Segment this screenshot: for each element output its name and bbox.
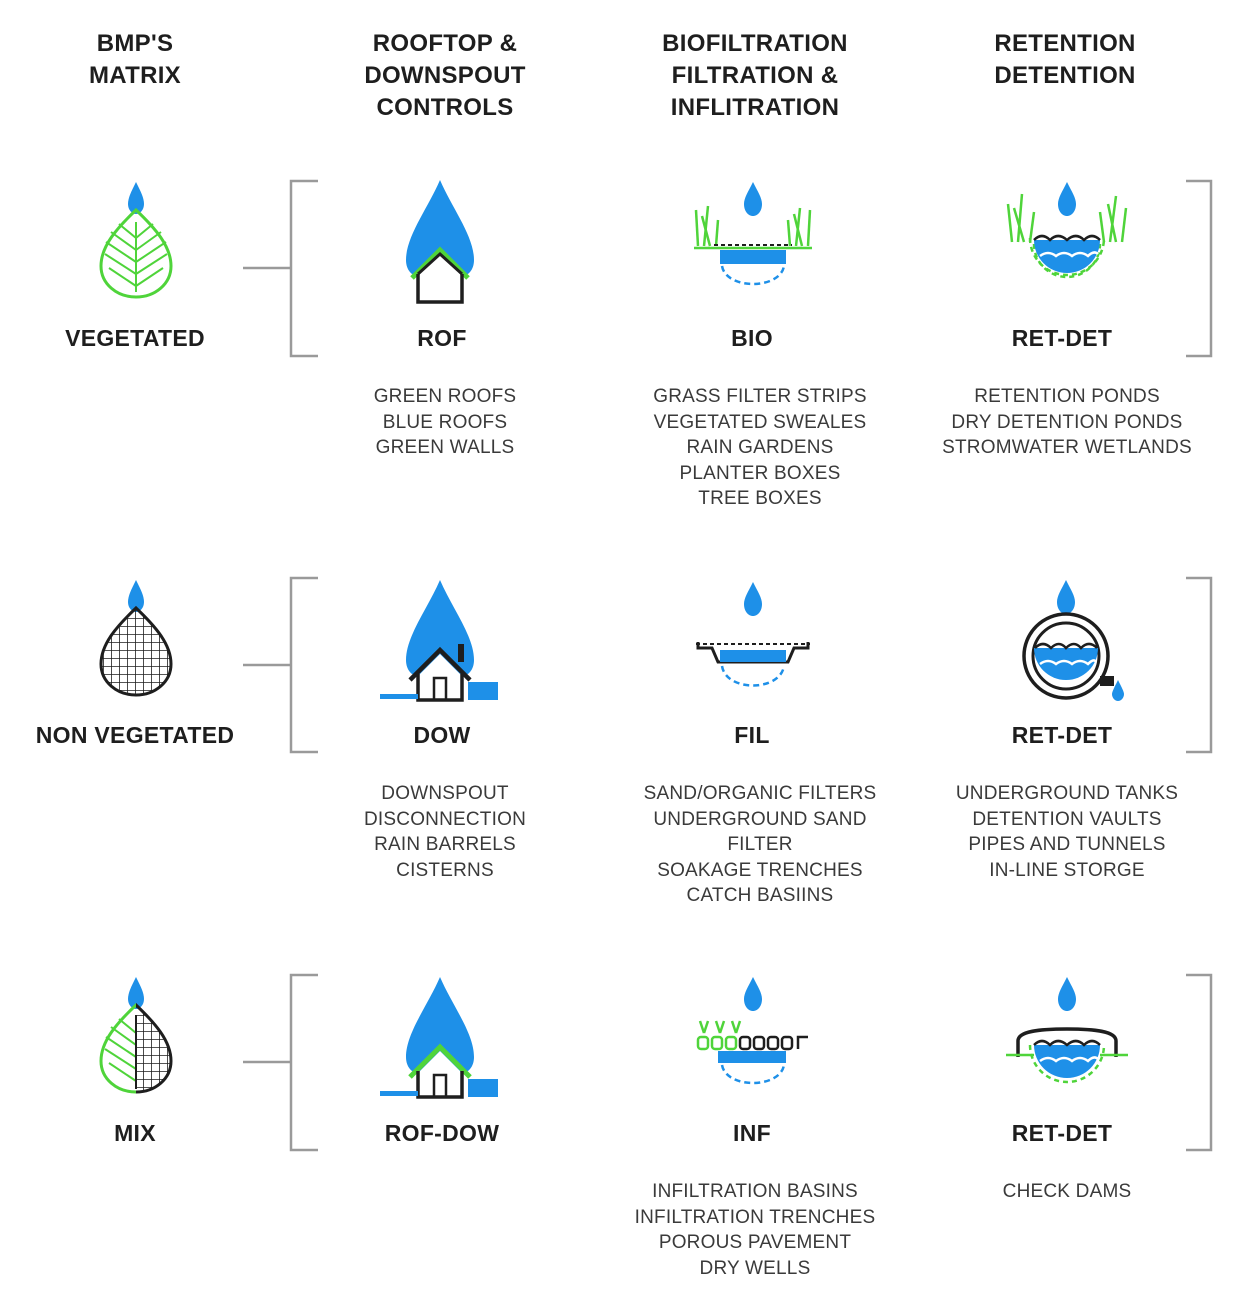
sand-filter-icon bbox=[690, 580, 816, 700]
code-fil: FIL bbox=[734, 722, 770, 748]
list-item: DRY WELLS bbox=[699, 1257, 811, 1279]
code-ret-det-1: RET-DET bbox=[1011, 325, 1113, 351]
mix-drop-icon bbox=[95, 975, 177, 1097]
list-item: RAIN GARDENS bbox=[686, 437, 834, 458]
infiltration-icon bbox=[690, 975, 816, 1097]
vegetated-leaf-icon bbox=[95, 180, 177, 302]
code-rof-dow: ROF-DOW bbox=[384, 1120, 500, 1146]
retention-pond-icon bbox=[1004, 178, 1130, 304]
list-item: SOAKAGE TRENCHES bbox=[657, 859, 863, 881]
bioretention-icon bbox=[690, 180, 816, 302]
header-matrix: BMP'S MATRIX bbox=[88, 30, 181, 89]
bio-items-row2 bbox=[610, 781, 910, 909]
list-item: UNDERGROUND TANKS bbox=[955, 783, 1179, 804]
category-mix: MIX bbox=[114, 1120, 156, 1146]
ret-items-row2 bbox=[917, 781, 1217, 883]
header-retention: RETENTION DETENTION bbox=[994, 30, 1136, 89]
list-item: POROUS PAVEMENT bbox=[658, 1232, 852, 1253]
list-item: RAIN BARRELS bbox=[374, 834, 516, 855]
list-item: UNDERGROUND SAND bbox=[653, 808, 867, 830]
list-item: DRY DETENTION PONDS bbox=[951, 411, 1183, 433]
list-item: INFILTRATION BASINS bbox=[652, 1181, 858, 1202]
green-roof-house-icon bbox=[398, 178, 482, 306]
list-item: GREEN ROOFS bbox=[373, 386, 517, 407]
list-item: RETENTION PONDS bbox=[974, 386, 1160, 407]
roof-downspout-house-icon bbox=[378, 975, 502, 1101]
ret-items-row1 bbox=[917, 384, 1217, 461]
list-item: DETENTION VAULTS bbox=[972, 808, 1162, 830]
list-item: CISTERNS bbox=[396, 859, 494, 881]
list-item: BLUE ROOFS bbox=[382, 411, 508, 433]
non-vegetated-grid-icon bbox=[95, 578, 177, 700]
list-item: DISCONNECTION bbox=[364, 808, 526, 830]
code-dow: DOW bbox=[413, 722, 471, 748]
list-item: CATCH BASIINS bbox=[686, 885, 834, 906]
header-biofiltration: BIOFILTRATION FILTRATION & INFLITRATION bbox=[662, 30, 848, 121]
list-item: IN-LINE STORGE bbox=[989, 859, 1145, 881]
list-item: SAND/ORGANIC FILTERS bbox=[643, 783, 877, 804]
code-ret-det-3: RET-DET bbox=[1011, 1120, 1113, 1146]
code-inf: INF bbox=[733, 1120, 771, 1146]
category-vegetated: VEGETATED bbox=[65, 325, 205, 351]
list-item: VEGETATED SWEALES bbox=[653, 411, 867, 433]
code-rof: ROF bbox=[417, 325, 467, 351]
rooftop-items-row2 bbox=[320, 781, 570, 883]
ret-items-row3 bbox=[917, 1179, 1217, 1205]
list-item: TREE BOXES bbox=[698, 488, 822, 509]
check-dam-icon bbox=[1004, 975, 1130, 1099]
bio-items-row3 bbox=[605, 1179, 905, 1281]
list-item: FILTER bbox=[727, 834, 793, 855]
code-ret-det-2: RET-DET bbox=[1011, 722, 1113, 748]
list-item: GREEN WALLS bbox=[375, 437, 515, 458]
category-non-vegetated: NON VEGETATED bbox=[35, 722, 235, 748]
list-item: PIPES AND TUNNELS bbox=[968, 834, 1166, 855]
list-item: INFILTRATION TRENCHES bbox=[634, 1206, 876, 1228]
code-bio: BIO bbox=[731, 325, 773, 351]
header-rooftop: ROOFTOP & DOWNSPOUT CONTROLS bbox=[364, 30, 526, 121]
rooftop-items-row1 bbox=[320, 384, 570, 461]
list-item: DOWNSPOUT bbox=[381, 783, 509, 804]
downspout-house-icon bbox=[378, 578, 502, 704]
bio-items-row1 bbox=[615, 384, 905, 512]
list-item: PLANTER BOXES bbox=[679, 462, 841, 484]
list-item: STROMWATER WETLANDS bbox=[942, 437, 1192, 458]
list-item: GRASS FILTER STRIPS bbox=[653, 386, 867, 407]
list-item: CHECK DAMS bbox=[1002, 1181, 1132, 1202]
underground-tank-icon bbox=[1018, 576, 1130, 704]
